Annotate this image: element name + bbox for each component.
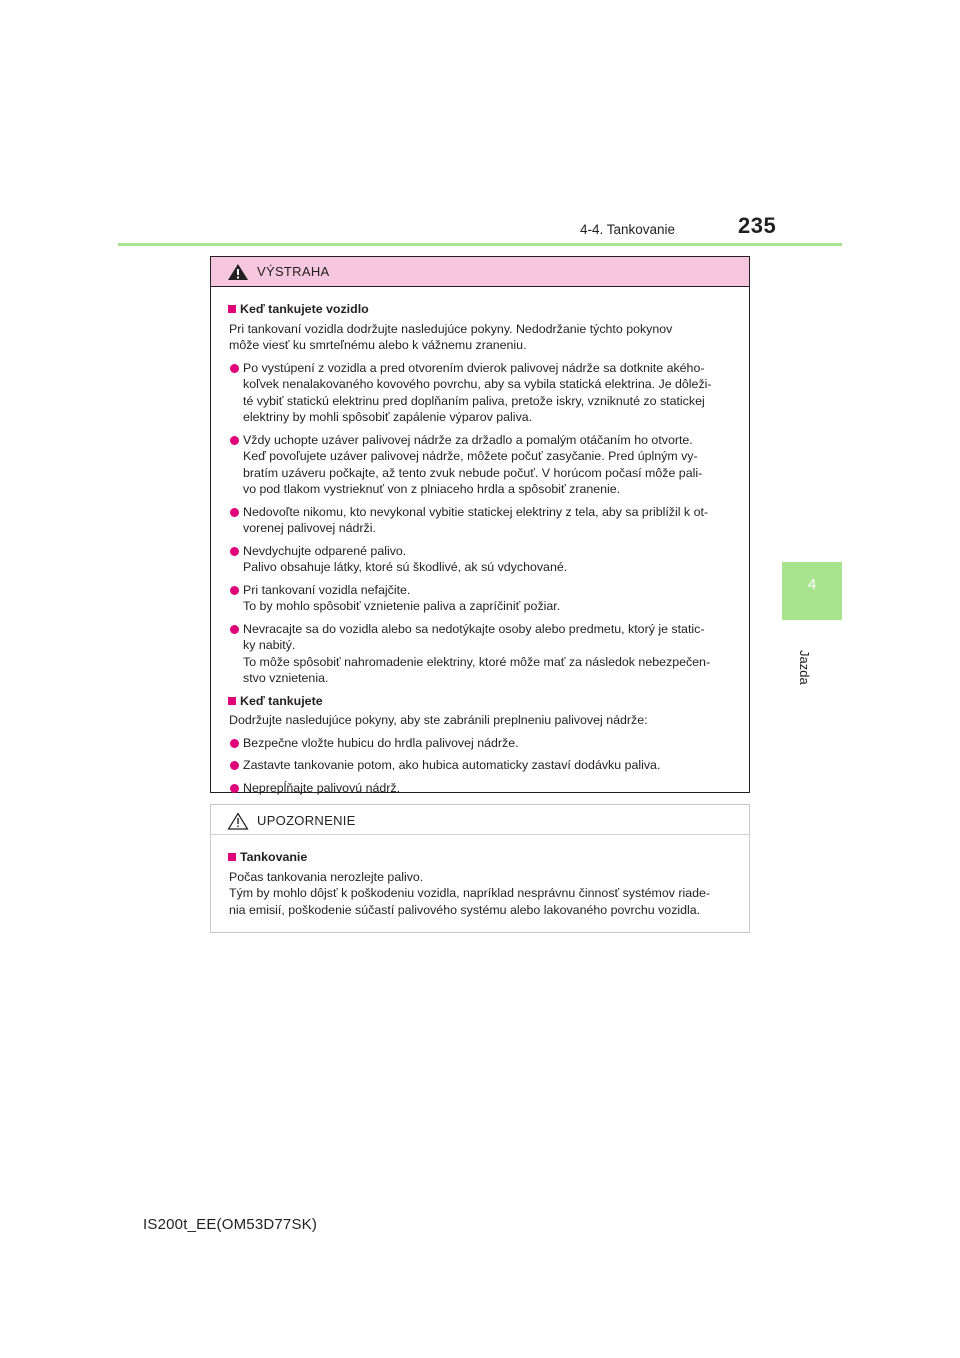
caution-box bbox=[210, 804, 750, 933]
section-title bbox=[227, 693, 739, 710]
warning-title: VÝSTRAHA bbox=[257, 264, 330, 279]
bullet-dot-icon bbox=[230, 761, 239, 770]
bullet-dot-icon bbox=[230, 364, 239, 373]
text-line: Tým by mohlo dôjsť k poškodeniu vozidla, napríklad nesprávnu činnosť systémov riade- bbox=[229, 886, 711, 900]
caution-header bbox=[211, 805, 749, 835]
text-line: Počas tankovania nerozlejte palivo. bbox=[229, 869, 424, 884]
warning-section bbox=[227, 693, 739, 797]
text-line: môže viesť ku smrteľnému alebo k vážnemu zraneniu. bbox=[229, 338, 527, 352]
bullet-dot-icon bbox=[230, 784, 239, 793]
warning-box bbox=[210, 256, 750, 793]
section-intro bbox=[227, 321, 739, 354]
text-line: Nevdychujte odparené palivo. bbox=[243, 543, 407, 558]
section-title-text: Keď tankujete vozidlo bbox=[240, 302, 369, 316]
text-line: Pri tankovaní vozidla dodržujte nasledujúce pokyny. Nedodržanie týchto pokynov bbox=[229, 321, 673, 336]
list-item bbox=[229, 780, 739, 797]
list-item bbox=[229, 360, 739, 426]
text-line: té vybiť statickú elektrinu pred doplňaním paliva, pretože iskry, vzniknuté zo statickej bbox=[243, 393, 705, 408]
text-line: Nevracajte sa do vozidla alebo sa nedotýkajte osoby alebo predmetu, ktorý je static- bbox=[243, 621, 705, 636]
text-line: Pri tankovaní vozidla nefajčite. bbox=[243, 582, 411, 597]
bullet-dot-icon bbox=[230, 508, 239, 517]
list-item bbox=[229, 582, 739, 615]
warning-triangle-icon bbox=[227, 263, 249, 281]
section-title bbox=[227, 301, 739, 318]
text-line: Dodržujte nasledujúce pokyny, aby ste zabránili preplneniu palivovej nádrže: bbox=[229, 713, 648, 727]
warning-body bbox=[211, 287, 749, 796]
chapter-number: 4 bbox=[807, 576, 817, 593]
text-line: Nedovoľte nikomu, kto nevykonal vybitie statickej elektriny z tela, aby sa priblížil k ot- bbox=[243, 504, 709, 519]
warning-section bbox=[227, 301, 739, 687]
section-title-text: Keď tankujete bbox=[240, 693, 323, 708]
text-line: Po vystúpení z vozidla a pred otvorením dvierok palivovej nádrže sa dotknite akého- bbox=[243, 360, 705, 375]
caution-triangle-icon bbox=[227, 812, 249, 830]
section-intro bbox=[227, 869, 739, 919]
text-line: Keď povoľujete uzáver palivovej nádrže, môžete počuť zasyčanie. Pred úplným vy- bbox=[243, 449, 698, 463]
bullet-dot-icon bbox=[230, 625, 239, 634]
list-item bbox=[229, 504, 739, 537]
text-line: Palivo obsahuje látky, ktoré sú škodlivé, ak sú vdychované. bbox=[243, 560, 568, 574]
list-item bbox=[229, 543, 739, 576]
text-line: stvo vznietenia. bbox=[243, 671, 329, 685]
caution-body bbox=[211, 835, 749, 918]
page-number: 235 bbox=[738, 213, 777, 238]
caution-title: UPOZORNENIE bbox=[257, 813, 356, 828]
text-line: To by mohlo spôsobiť vznietenie paliva a zapríčiniť požiar. bbox=[243, 599, 561, 613]
list-item bbox=[229, 757, 739, 774]
text-line: Vždy uchopte uzáver palivovej nádrže za držadlo a pomalým otáčaním ho otvorte. bbox=[243, 432, 693, 447]
text-line: ky nabitý. bbox=[243, 638, 296, 652]
text-line: To môže spôsobiť nahromadenie elektriny, ktoré môže mať za následok nebezpečen- bbox=[243, 654, 711, 669]
chapter-label: Jazda bbox=[797, 650, 812, 685]
square-bullet-icon bbox=[228, 697, 236, 705]
text-line: bratím uzáveru počkajte, až tento zvuk nebude počuť. V horúcom počasí môže pali- bbox=[243, 465, 703, 480]
warning-header bbox=[211, 257, 749, 287]
text-line: elektriny by mohli spôsobiť zapálenie výparov paliva. bbox=[243, 410, 533, 424]
bullet-dot-icon bbox=[230, 547, 239, 556]
bullet-dot-icon bbox=[230, 586, 239, 595]
text-line: vo pod tlakom vystrieknuť von z plniaceho hrdla a spôsobiť zranenie. bbox=[243, 482, 621, 496]
text-line: vorenej palivovej nádrži. bbox=[243, 521, 376, 535]
section-title bbox=[227, 849, 739, 866]
header-section-title: 4-4. Tankovanie bbox=[580, 222, 676, 237]
list-item bbox=[229, 432, 739, 498]
text-line: Neprepĺňajte palivovú nádrž. bbox=[243, 780, 401, 795]
footer-document-code: IS200t_EE(OM53D77SK) bbox=[143, 1216, 318, 1233]
text-line: koľvek nenalakovaného kovového povrchu, aby sa vybila statická elektrina. Je dôleži- bbox=[243, 377, 712, 391]
text-line: Zastavte tankovanie potom, ako hubica automaticky zastaví dodávku paliva. bbox=[243, 758, 661, 772]
square-bullet-icon bbox=[228, 853, 236, 861]
section-intro bbox=[227, 712, 739, 729]
section-title-text: Tankovanie bbox=[240, 850, 308, 864]
header-rule bbox=[118, 243, 842, 246]
list-item bbox=[229, 735, 739, 752]
square-bullet-icon bbox=[228, 305, 236, 313]
text-line: Bezpečne vložte hubicu do hrdla palivovej nádrže. bbox=[243, 735, 519, 750]
bullet-dot-icon bbox=[230, 436, 239, 445]
bullet-dot-icon bbox=[230, 739, 239, 748]
list-item bbox=[229, 621, 739, 687]
text-line: nia emisií, poškodenie súčastí palivového systému alebo lakovaného povrchu vozidla. bbox=[229, 902, 701, 917]
